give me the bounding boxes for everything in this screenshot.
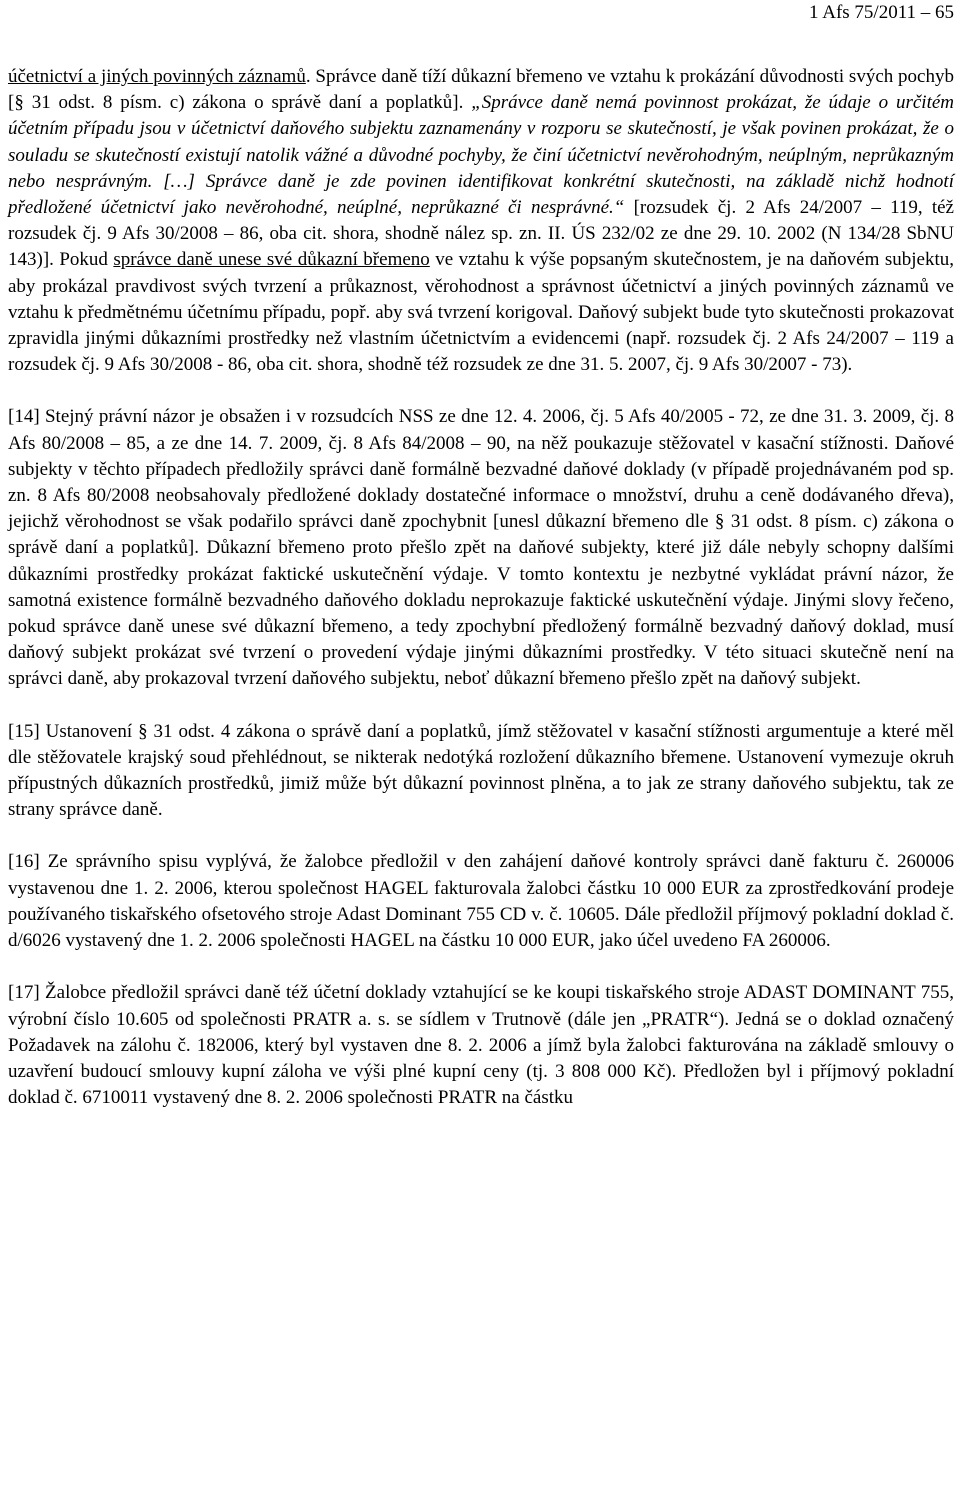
- paragraph-text: ve vztahu k výše popsaným skutečnostem, je na daňovém subjektu, aby prokázal pravdivost svých tvrzení a průkaznost, věrohodnost a správnost účetnictví a jiných povinných záznamů ve vztahu k předmětnému účetnímu případu, popř. aby svá tvrzení korigoval. Daňový subjekt bude tyto skutečnosti prokazovat zpravidla jinými důkazními prostředky než vlastním účetnictvím a evidencemi (např. rozsudek čj. 2 Afs 24/2007 – 119 a rozsudek čj. 9 Afs 30/2008 - 86, oba cit. shora, shodně též rozsudek ze dne 31. 5. 2007, čj. 9 Afs 30/2007 - 73).: [8, 249, 954, 376]
- paragraph-p16: [8, 849, 954, 954]
- paragraph-p17: [8, 980, 954, 1111]
- quoted-italic-text: „Správce daně nemá povinnost prokázat, že údaje o určitém účetním případu jsou v účetnictví daňového subjektu zaznamenány v rozporu se skutečností, je však povinen prokázat, že o souladu se skutečností existují natolik vážné a důvodné pochyby, že činí účetnictví nevěrohodným, neúplným, neprůkazným nebo nesprávným. […] Správce daně je zde povinen identifikovat konkrétní skutečnosti, na základě nichž hodnotí předložené účetnictví jako nevěrohodné, neúplné, neprůkazné či nesprávné.“: [8, 92, 955, 219]
- paragraph-p0: [8, 64, 954, 378]
- underlined-text: účetnictví a jiných povinných záznamů: [8, 66, 306, 87]
- document-body: [8, 64, 954, 1111]
- underlined-text: správce daně unese své důkazní břemeno: [113, 249, 430, 271]
- paragraph-text: . Správce daně tíží důkazní břemeno ve vztahu k prokázání důvodnosti svých pochyb [§ 31 odst. 8 písm. c) zákona o správě daní a poplatků].: [8, 66, 954, 114]
- page-header: 1 Afs 75/2011 – 65: [809, 2, 954, 23]
- paragraph-p15: [8, 719, 954, 824]
- paragraph-text: [14] Stejný právní názor je obsažen i v rozsudcích NSS ze dne 12. 4. 2006, čj. 5 Afs 40/2005 - 72, ze dne 31. 3. 2009, čj. 8 Afs 80/2008 – 85, a ze dne 14. 7. 2009, čj. 8 Afs 84/2008 – 90, na něž poukazuje stěžovatel v kasační stížnosti. Daňové subjekty v těchto případech předložily správci daně formálně bezvadné daňové doklady (v případě projednávaném pod sp. zn. 8 Afs 80/2008 neobsahovaly předložené doklady dostatečné informace o množství, druhu a ceně dodávaného dřeva), jejichž věrohodnost se však podařilo správci daně zpochybnit [unesl důkazní břemeno dle § 31 odst. 8 písm. c) zákona o správě daní a poplatků]. Důkazní břemeno proto přešlo zpět na daňové subjekty, které již dále nebyly schopny dalšími důkazními prostředky prokázat faktické uskutečnění výdaje. V tomto kontextu je nezbytné vykládat právní názor, že samotná existence formálně bezvadného daňového dokladu neprokazuje faktické uskutečnění výdaje. Jinými slovy řečeno, pokud správce daně unese své důkazní břemeno, a tedy zpochybní předložený formálně bezvadný daňový doklad, musí daňový subjekt prokázat své tvrzení o provedení výdaje jinými důkazními prostředky. V této situaci skutečně není na správci daně, aby prokazoval tvrzení daňového subjektu, neboť důkazní břemeno přešlo zpět na daňový subjekt.: [8, 406, 954, 690]
- paragraph-text: [rozsudek čj. 2 Afs 24/2007 – 119, též rozsudek čj. 9 Afs 30/2008 – 86, oba cit. shora, shodně nález sp. zn. II. ÚS 232/02 ze dne 29. 10. 2002 (N 134/28 SbNU 143)]. Pokud: [8, 197, 954, 271]
- paragraph-p14: [8, 404, 954, 692]
- paragraph-text: [17] Žalobce předložil správci daně též účetní doklady vztahující se ke koupi tiskařského stroje ADAST DOMINANT 755, výrobní číslo 10.605 od společnosti PRATR a. s. se sídlem v Trutnově (dále jen „PRATR“). Jedná se o doklad označený Požadavek na zálohu č. 182006, který byl vystaven dne 8. 2. 2006 a jímž byla žalobci fakturována na základě smlouvy o uzavření budoucí smlouvy kupní záloha ve výši plné kupní ceny (tj. 3 808 000 Kč). Předložen byl i příjmový pokladní doklad č. 6710011 vystavený dne 8. 2. 2006 společnosti PRATR na částku: [8, 982, 954, 1109]
- paragraph-text: [15] Ustanovení § 31 odst. 4 zákona o správě daní a poplatků, jímž stěžovatel v kasační stížnosti argumentuje a které měl dle stěžovatele krajský soud přehlédnout, se nikterak nedotýká rozložení důkazního břemene. Ustanovení vymezuje okruh přípustných důkazních prostředků, jimiž může být důkazní povinnost plněna, a to jak ze strany daňového subjektu, tak ze strany správce daně.: [8, 720, 954, 821]
- paragraph-text: [16] Ze správního spisu vyplývá, že žalobce předložil v den zahájení daňové kontroly správci daně fakturu č. 260006 vystavenou dne 1. 2. 2006, kterou společnost HAGEL fakturovala žalobci částku 10 000 EUR za zprostředkování prodeje používaného tiskařského ofsetového stroje Adast Dominant 755 CD v. č. 10605. Dále předložil příjmový pokladní doklad č. d/6026 vystavený dne 1. 2. 2006 společnosti HAGEL na částku 10 000 EUR, jako účel uvedeno FA 260006.: [8, 851, 954, 952]
